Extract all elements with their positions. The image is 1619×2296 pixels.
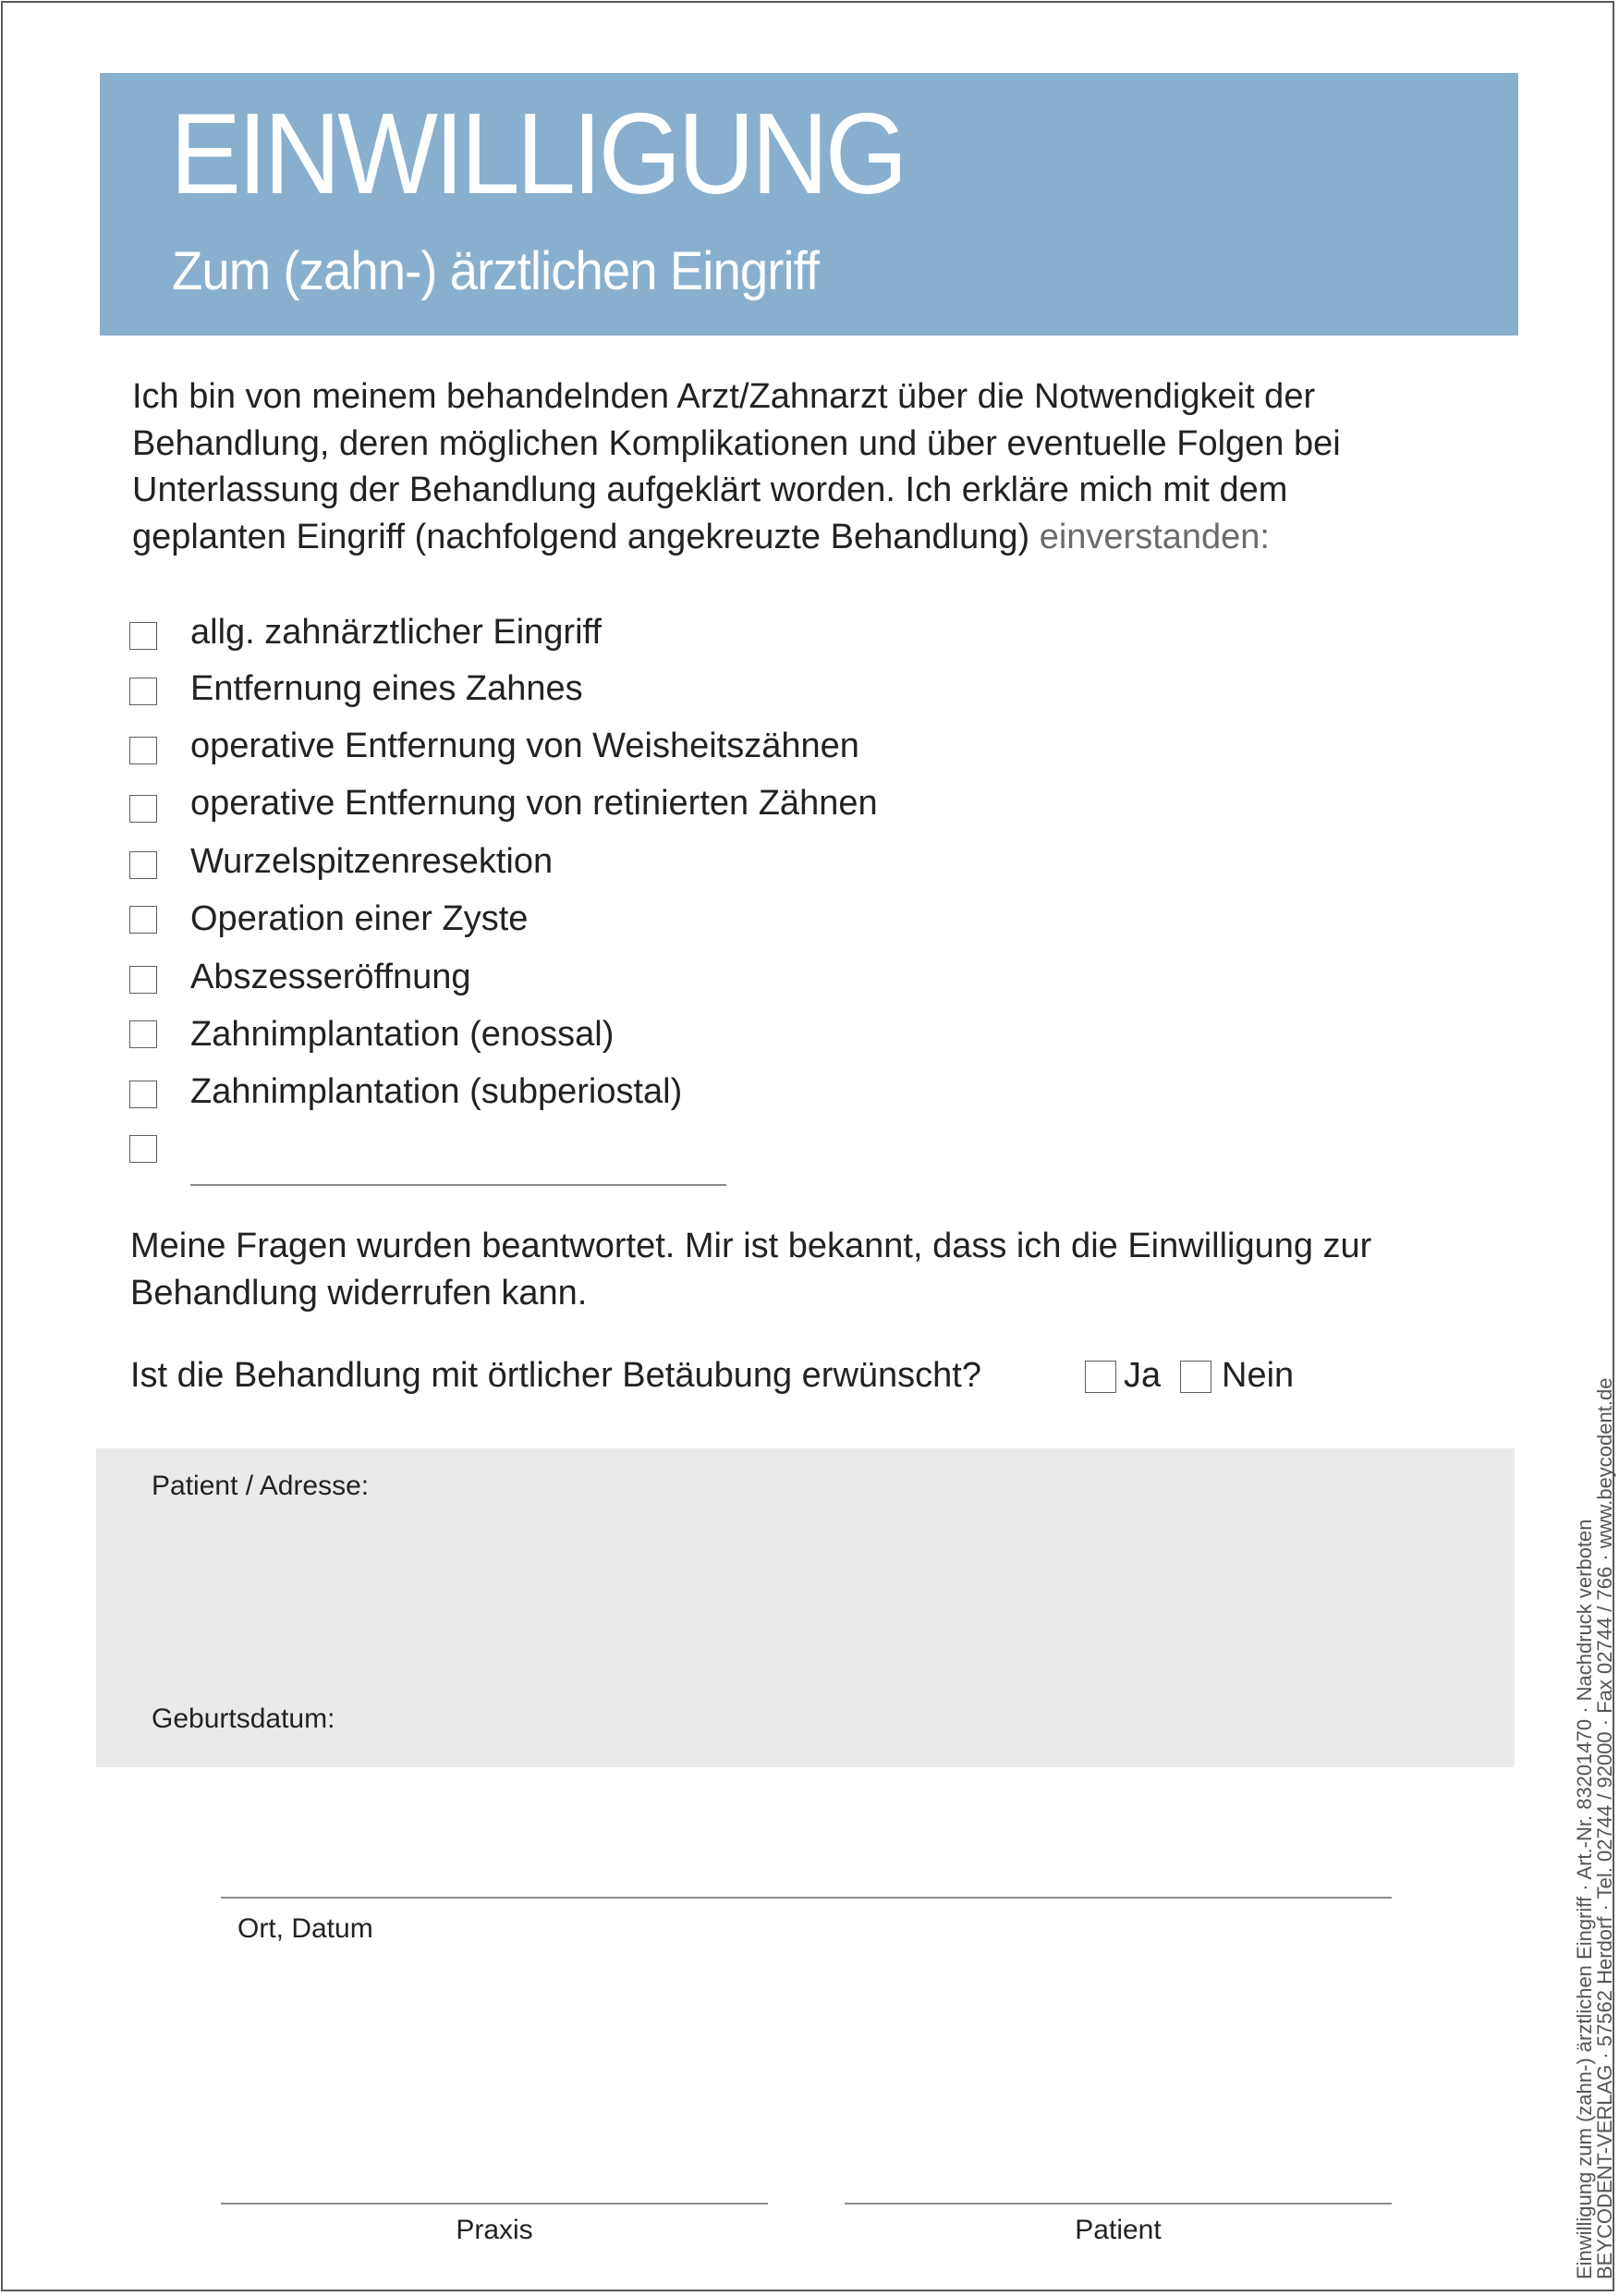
treatment-label: operative Entfernung von Weisheitszähnen: [190, 727, 859, 765]
treatment-checkbox[interactable]: [129, 1081, 157, 1108]
treatment-label: Abszesseröffnung: [190, 958, 471, 996]
confirmation-paragraph: [130, 1223, 1371, 1316]
anesthesia-no-checkbox[interactable]: [1180, 1361, 1211, 1393]
patient-address-label: Patient / Adresse:: [152, 1471, 370, 1501]
header-banner: [100, 73, 1518, 336]
treatment-checkbox[interactable]: [129, 737, 157, 764]
practice-signature-line[interactable]: [221, 2203, 768, 2204]
intro-line: Behandlung, deren möglichen Komplikationen und über eventuelle Folgen bei: [132, 423, 1341, 463]
patient-signature-line[interactable]: [845, 2203, 1392, 2204]
treatment-label: Operation einer Zyste: [190, 899, 529, 938]
form-page: [1, 1, 1614, 2291]
treatment-label: Entfernung eines Zahnes: [190, 669, 583, 708]
intro-highlight: einverstanden:: [1039, 517, 1270, 556]
other-treatment-write-line[interactable]: [190, 1184, 726, 1186]
side-imprint-line-1: Einwilligung zum (zahn-) ärztlichen Eingriff · Art.-Nr. 83201470 · Nachdruck verboten: [1573, 1519, 1596, 2279]
side-imprint-line-2: BEYCODENT-VERLAG · 57562 Herdorf · Tel. 02744 / 92000 · Fax 02744 / 766 · www.beycodent.de: [1593, 1377, 1616, 2279]
form-subtitle: Zum (zahn-) ärztlichen Eingriff: [172, 241, 820, 301]
treatment-checkbox[interactable]: [129, 678, 157, 705]
treatment-checkbox[interactable]: [129, 1020, 157, 1048]
anesthesia-yes-label: Ja: [1124, 1356, 1162, 1395]
treatment-label: Zahnimplantation (subperiostal): [190, 1072, 683, 1111]
practice-signature-label: Praxis: [456, 2215, 533, 2245]
place-date-label: Ort, Datum: [237, 1913, 373, 1944]
intro-line: Ich bin von meinem behandelnden Arzt/Zahnarzt über die Notwendigkeit der: [132, 377, 1316, 416]
intro-paragraph: [132, 373, 1341, 560]
other-treatment-checkbox[interactable]: [129, 1135, 157, 1163]
anesthesia-question: Ist die Behandlung mit örtlicher Betäubung erwünscht?: [130, 1356, 981, 1395]
confirmation-line: Meine Fragen wurden beantwortet. Mir ist bekannt, dass ich die Einwilligung zur: [130, 1227, 1372, 1265]
intro-line-text: geplanten Eingriff (nachfolgend angekreuzte Behandlung): [132, 517, 1030, 556]
confirmation-line: Behandlung widerrufen kann.: [130, 1273, 588, 1313]
treatment-checkbox[interactable]: [129, 906, 157, 934]
anesthesia-yes-checkbox[interactable]: [1085, 1361, 1116, 1393]
form-title: EINWILLIGUNG: [170, 91, 905, 218]
place-date-line[interactable]: [221, 1897, 1392, 1899]
patient-signature-label: Patient: [1075, 2215, 1162, 2245]
anesthesia-no-label: Nein: [1222, 1356, 1295, 1395]
treatment-checkbox[interactable]: [129, 966, 157, 994]
treatment-checkbox[interactable]: [129, 851, 157, 879]
intro-line: Unterlassung der Behandlung aufgeklärt worden. Ich erkläre mich mit dem: [132, 470, 1288, 509]
treatment-label: operative Entfernung von retinierten Zähnen: [190, 784, 878, 823]
patient-info-box[interactable]: [96, 1448, 1515, 1767]
treatment-label: Zahnimplantation (enossal): [190, 1015, 615, 1054]
treatment-checkbox[interactable]: [129, 622, 157, 650]
treatment-label: Wurzelspitzenresektion: [190, 842, 554, 881]
treatment-label: allg. zahnärztlicher Eingriff: [190, 613, 602, 652]
birthdate-label: Geburtsdatum:: [152, 1704, 335, 1734]
intro-line: [132, 514, 1341, 561]
treatment-checkbox[interactable]: [129, 795, 157, 823]
